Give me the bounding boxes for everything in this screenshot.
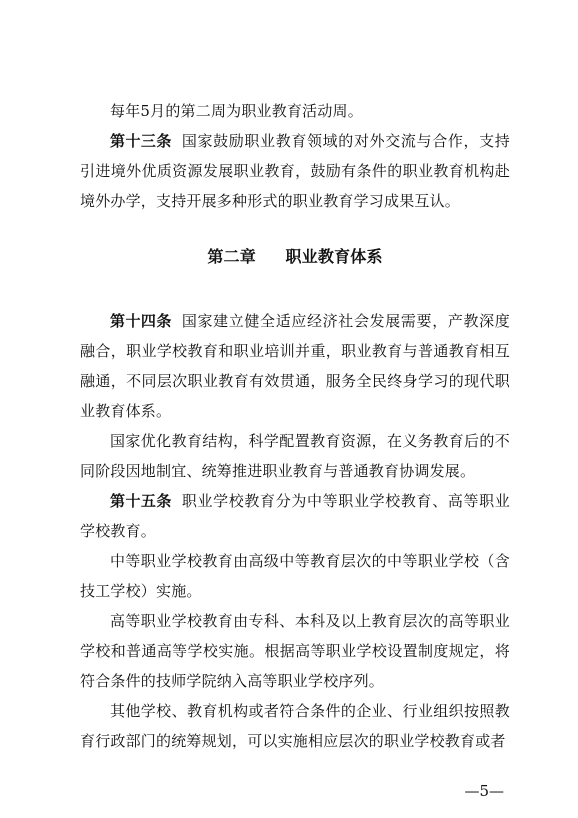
paragraph-text: 国家优化教育结构，科学配置教育资源，在义务教育后的不同阶段因地制宜、统筹推进职业教育与普通教育协调发展。 [80,432,510,480]
page-number: —5— [464,782,504,800]
page-content [80,96,510,756]
paragraph-text: 国家建立健全适应经济社会发展需要，产教深度融合，职业学校教育和职业培训并重，职业教育与普通教育相互融通，不同层次职业教育有效贯通，服务全民终身学习的现代职业教育体系。 [80,312,510,420]
chapter-number: 第二章 [207,247,256,266]
paragraph-secondary-vocational [80,546,510,606]
paragraph-text: 中等职业学校教育由高级中等教育层次的中等职业学校（含技工学校）实施。 [80,552,510,600]
paragraph-education-structure [80,426,510,486]
article-heading: 第十四条 [110,312,172,330]
paragraph-text: 每年5月的第二周为职业教育活动周。 [110,102,363,120]
chapter-title: 职业教育体系 [285,247,383,266]
paragraph-article-15 [80,486,510,546]
article-heading: 第十三条 [110,132,172,150]
paragraph-article-14 [80,306,510,426]
article-heading: 第十五条 [110,492,172,510]
paragraph-text: 职业学校教育分为中等职业学校教育、高等职业学校教育。 [80,492,510,540]
paragraph-article-13 [80,126,510,216]
chapter-heading [80,242,510,272]
paragraph-text: 高等职业学校教育由专科、本科及以上教育层次的高等职业学校和普通高等学校实施。根据高等职业学校设置制度规定，将符合条件的技师学院纳入高等职业学校序列。 [80,612,510,690]
paragraph-text: 国家鼓励职业教育领域的对外交流与合作，支持引进境外优质资源发展职业教育，鼓励有条件的职业教育机构赴境外办学，支持开展多种形式的职业教育学习成果互认。 [80,132,510,210]
paragraph-activity-week [80,96,510,126]
paragraph-higher-vocational [80,606,510,696]
paragraph-text: 其他学校、教育机构或者符合条件的企业、行业组织按照教育行政部门的统筹规划，可以实施相应层次的职业学校教育或者 [80,702,510,750]
paragraph-other-institutions [80,696,510,756]
